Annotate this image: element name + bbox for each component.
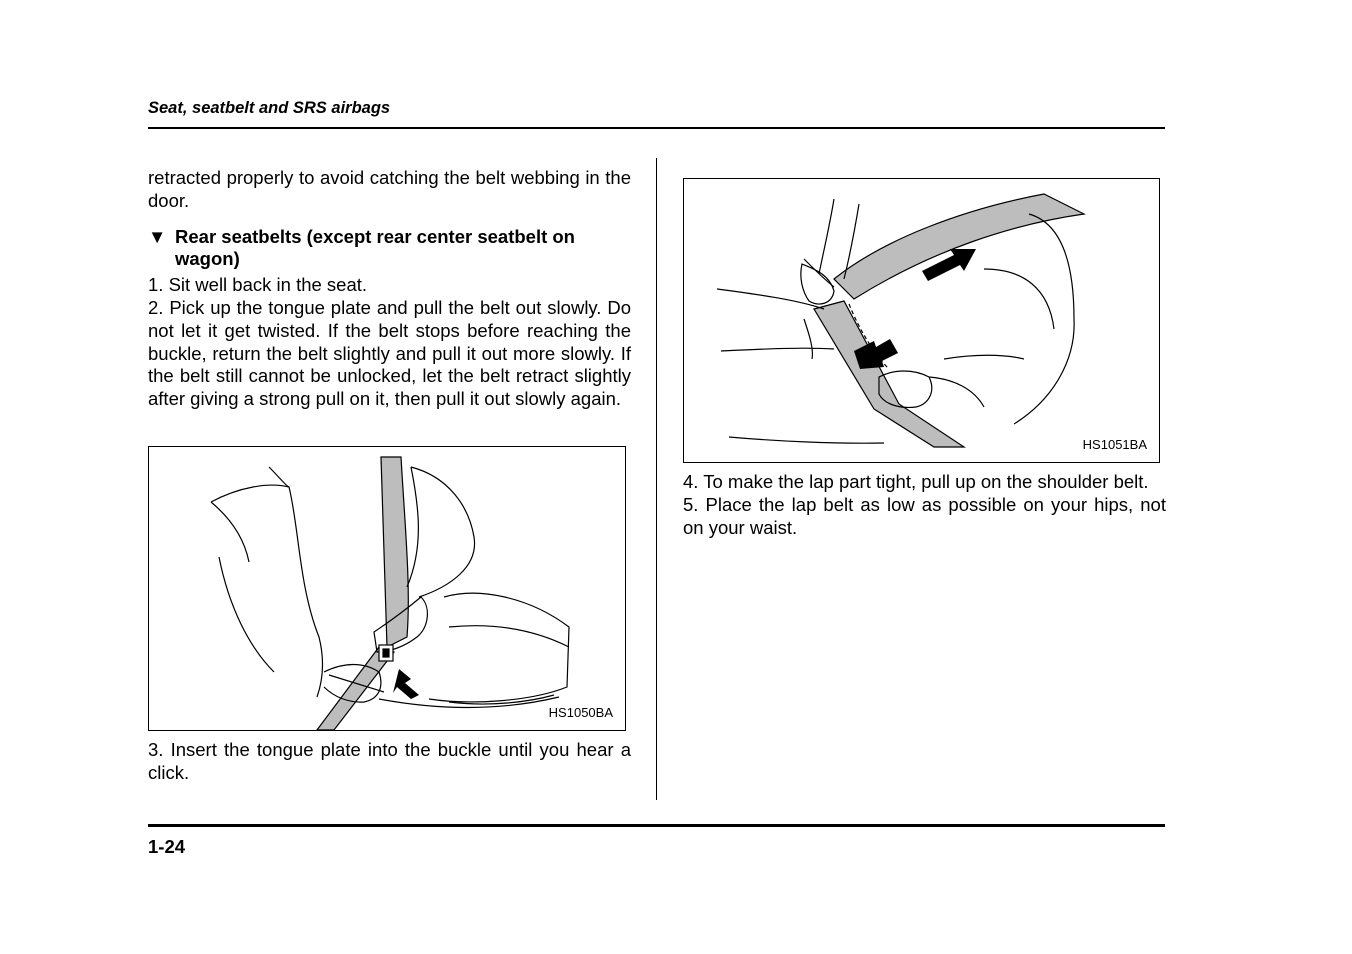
- step-1: 1. Sit well back in the seat.: [148, 274, 368, 296]
- right-column: [683, 471, 1166, 539]
- step-4: 4. To make the lap part tight, pull up on the shoulder belt.: [683, 471, 1149, 492]
- column-divider: [656, 158, 657, 800]
- step-3: [148, 739, 631, 785]
- figure-code-hs1050ba: HS1050BA: [548, 705, 613, 720]
- illustration-buckle: [149, 447, 625, 730]
- figure-code-hs1051ba: HS1051BA: [1082, 437, 1147, 452]
- heading-text: Rear seatbelts (except rear center seatbelt on wagon): [175, 225, 575, 270]
- triangle-marker-icon: ▼: [148, 225, 167, 247]
- left-column: [148, 167, 631, 411]
- page-number: 1-24: [148, 836, 186, 857]
- illustration-tighten-belt: [684, 179, 1159, 462]
- section-title: Seat, seatbelt and SRS airbags: [148, 99, 391, 117]
- footer-rule: [148, 824, 1165, 827]
- figure-tighten-lap-belt: [683, 178, 1160, 463]
- header-rule: [148, 127, 1165, 129]
- step-2: 2. Pick up the tongue plate and pull the belt out slowly. Do not let it get twisted. If the belt stops before reaching the buckle, return the belt slightly and pull it out more slowly. If the belt still cannot be unlocked, let the belt retract slightly after giving a strong pull on it, then pull it out slowly again.: [148, 296, 631, 410]
- step-5: 5. Place the lap belt as low as possible on your hips, not on your waist.: [683, 493, 1166, 538]
- section-heading: [148, 226, 631, 272]
- intro-paragraph: retracted properly to avoid catching the belt webbing in the door.: [148, 167, 631, 211]
- step-3-text: 3. Insert the tongue plate into the buckle until you hear a click.: [148, 739, 631, 783]
- figure-insert-tongue-plate: [148, 446, 626, 731]
